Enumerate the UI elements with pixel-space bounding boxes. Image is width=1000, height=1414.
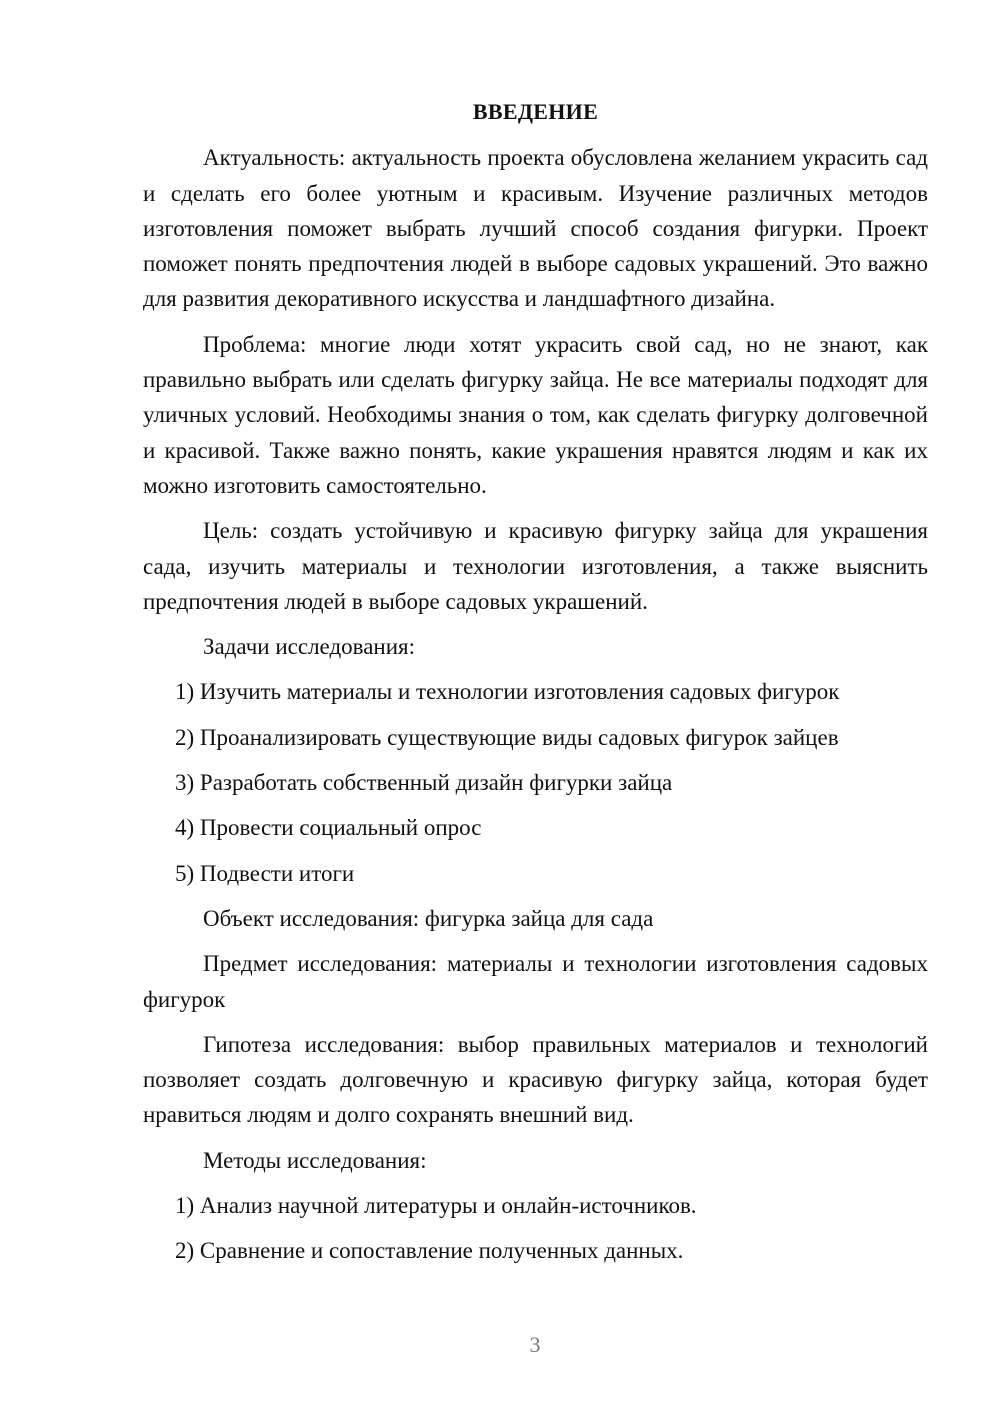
goal-paragraph: Цель: создать устойчивую и красивую фигурку зайца для украшения сада, изучить материалы и технологии изготовления, а также выяснить предпочтения людей в выборе садовых украшений. <box>143 518 928 614</box>
task-item: 5) Подвести итоги <box>175 860 355 886</box>
relevance-paragraph: Актуальность: актуальность проекта обусловлена желанием украсить сад и сделать его более уютным и красивым. Изучение различных методов изготовления поможет выбрать лучший способ создания фигурки. Проект поможет понять предпочтения людей в выборе садовых украшений. Это важно для развития декоративного искусства и ландшафтного дизайна. <box>143 145 928 312</box>
page-number: 3 <box>529 1332 541 1357</box>
task-item: 3) Разработать собственный дизайн фигурки зайца <box>175 770 673 796</box>
task-item: 4) Провести социальный опрос <box>175 815 482 841</box>
subject-paragraph: Предмет исследования: материалы и технологии изготовления садовых фигурок <box>143 951 928 1012</box>
section-title: ВВЕДЕНИЕ <box>472 99 599 124</box>
method-item: 2) Сравнение и сопоставление полученных данных. <box>175 1238 684 1264</box>
object-paragraph: Объект исследования: фигурка зайца для сада <box>203 905 654 931</box>
methods-heading: Методы исследования: <box>203 1147 427 1173</box>
page-content <box>143 94 928 1279</box>
tasks-heading: Задачи исследования: <box>203 634 416 660</box>
tasks-list <box>143 674 928 890</box>
method-item: 1) Анализ научной литературы и онлайн-источников. <box>175 1193 697 1219</box>
task-item: 2) Проанализировать существующие виды садовых фигурок зайцев <box>175 724 839 750</box>
methods-list <box>143 1188 928 1269</box>
hypothesis-paragraph: Гипотеза исследования: выбор правильных материалов и технологий позволяет создать долговечную и красивую фигурку зайца, которая будет нравиться людям и долго сохранять внешний вид. <box>143 1031 928 1128</box>
problem-paragraph: Проблема: многие люди хотят украсить свой сад, но не знают, как правильно выбрать или сделать фигурку зайца. Не все материалы подходят для уличных условий. Необходимы знания о том, как сделать фигурку долговечной и красивой. Также важно понять, какие украшения нравятся людям и как их можно изготовить самостоятельно. <box>143 331 928 498</box>
task-item: 1) Изучить материалы и технологии изготовления садовых фигурок <box>175 679 840 705</box>
